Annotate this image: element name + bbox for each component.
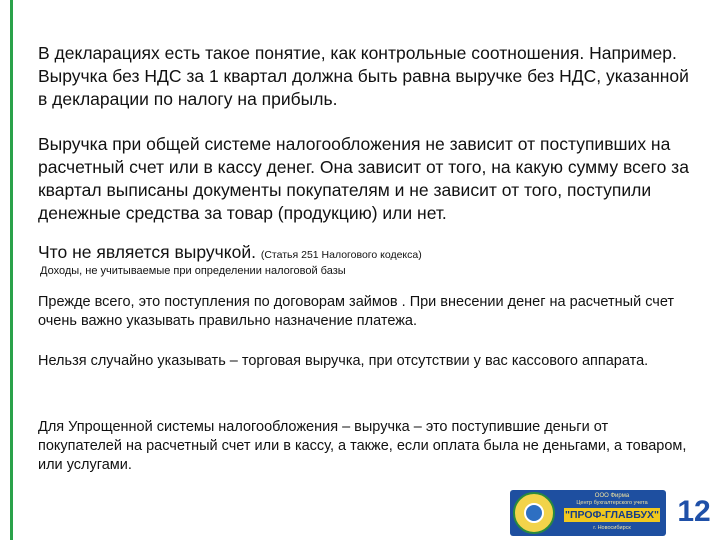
- logo-line-3: г. Новосибирск: [593, 525, 631, 531]
- paragraph-loans: Прежде всего, это поступления по договорам займов . При внесении денег на расчетный счет очень важно указывать правильно назначение платежа.: [38, 294, 675, 329]
- company-logo: [510, 490, 666, 536]
- paragraph-control-ratios: В декларациях есть такое понятие, как контрольные соотношения. Например. Выручка без НДС за 1 квартал должна быть равна выручке без НДС, указанной в декларации по налогу на прибыль.: [38, 43, 689, 109]
- heading-text: Что не является выручкой.: [38, 242, 256, 262]
- subheading: Доходы, не учитываемые при определении налоговой базы: [40, 265, 346, 277]
- slide-number: 12: [677, 495, 711, 528]
- paragraph-trade-revenue: Нельзя случайно указывать – торговая выручка, при отсутствии у вас кассового аппарата.: [38, 353, 649, 369]
- section-heading: [38, 241, 422, 267]
- left-accent-bar: [10, 0, 13, 540]
- paragraph-revenue-general-system: Выручка при общей системе налогообложения не зависит от поступивших на расчетный счет или в кассу денег. Она зависит от того, на какую сумму всего за квартал выписаны документы покупателям и не зависит от того, поступили денежные средства за товар (продукцию) или нет.: [38, 134, 689, 223]
- emblem-icon: [513, 492, 555, 534]
- heading-reference: (Статья 251 Налогового кодекса): [260, 249, 422, 261]
- logo-line-2: Центр бухгалтерского учета: [576, 500, 648, 506]
- logo-line-1: ООО Фирма: [594, 493, 630, 499]
- logo-brand-name: "ПРОФ-ГЛАВБУХ": [564, 509, 660, 521]
- paragraph-simplified-system: Для Упрощенной системы налогообложения – выручка – это поступившие деньги от покупателей на расчетный счет или в кассу, а также, если оплата была не деньгами, а товаром, или услугами.: [38, 419, 687, 473]
- emblem-center: [524, 503, 544, 523]
